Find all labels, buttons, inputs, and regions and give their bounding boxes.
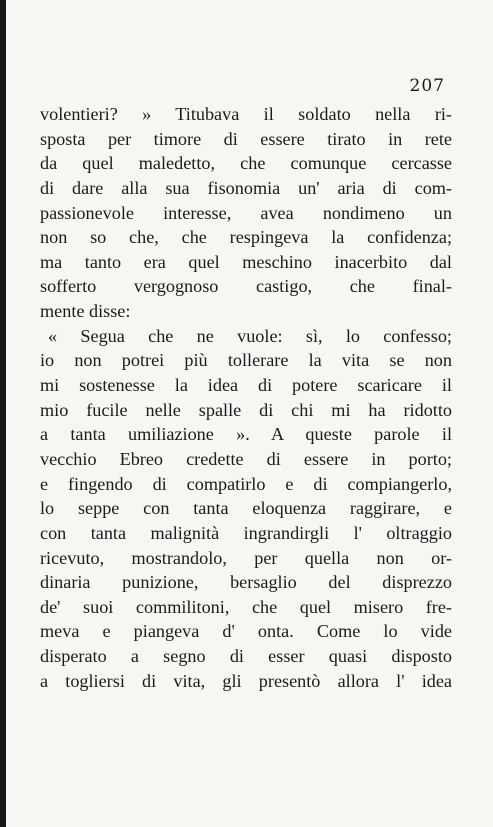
text-line: di dare alla sua fisonomia un' aria di com-: [40, 177, 452, 198]
text-line: vecchio Ebreo credette di essere in porto;: [40, 448, 452, 469]
text-line: da quel maledetto, che comunque cercasse: [40, 153, 452, 174]
text-line: io non potrei più tollerare la vita se non: [40, 350, 452, 371]
text-line: passionevole interesse, avea nondimeno un: [40, 202, 452, 223]
text-line: dinaria punizione, bersaglio del disprezzo: [40, 572, 452, 593]
text-line: « Segua che ne vuole: sì, lo confesso;: [48, 325, 452, 346]
text-line: mente disse:: [40, 301, 131, 322]
text-line: non so che, che respingeva la confidenza;: [40, 227, 452, 248]
text-line: ma tanto era quel meschino inacerbito dal: [40, 251, 452, 272]
text-line: meva e piangeva d' onta. Come lo vide: [40, 621, 452, 642]
text-line: disperato a segno di esser quasi disposto: [40, 646, 452, 667]
text-line: a tanta umiliazione ». A queste parole il: [40, 424, 452, 445]
text-line: lo seppe con tanta eloquenza raggirare, e: [40, 498, 452, 519]
text-line: mio fucile nelle spalle di chi mi ha ridotto: [40, 399, 452, 420]
text-line: volentieri? » Titubava il soldato nella ri-: [40, 104, 452, 124]
text-line: sofferto vergognoso castigo, che final-: [40, 276, 452, 297]
body-text: [40, 102, 452, 693]
text-line: con tanta malignità ingrandirgli l' oltraggio: [40, 522, 452, 543]
text-line: mi sostenesse la idea di potere scaricare il: [40, 375, 452, 396]
text-line: ricevuto, mostrandolo, per quella non or-: [40, 547, 452, 568]
text-line: sposta per timore di essere tirato in rete: [40, 128, 452, 149]
text-line: a togliersi di vita, gli presentò allora l' idea: [40, 670, 452, 691]
text-line: de' suoi commilitoni, che quel misero fre-: [40, 596, 452, 617]
page-number: 207: [409, 76, 445, 96]
text-line: e fingendo di compatirlo e di compiangerlo,: [40, 473, 452, 494]
page-binding-edge: [0, 0, 6, 827]
